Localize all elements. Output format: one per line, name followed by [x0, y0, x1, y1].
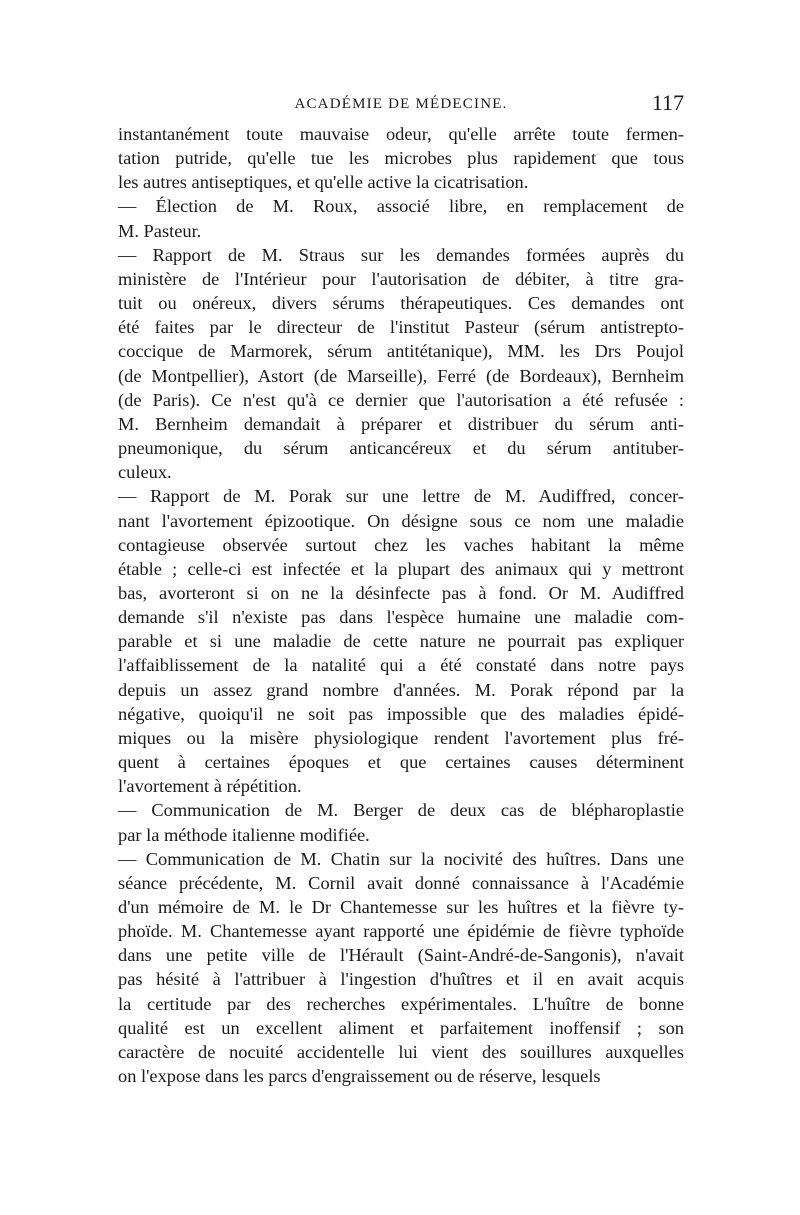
text-line: par la méthode italienne modifiée.: [118, 824, 370, 845]
text-line: parable et si une maladie de cette nature ne pourrait pas expliquer: [118, 631, 684, 652]
text-line: — Rapport de M. Straus sur les demandes formées auprès du: [118, 244, 684, 265]
text-line: été faites par le directeur de l'institut Pasteur (sérum antistrepto-: [118, 317, 684, 338]
text-line: — Élection de M. Roux, associé libre, en remplacement de: [118, 196, 684, 217]
text-line: — Rapport de M. Porak sur une lettre de M. Audiffred, concer-: [118, 486, 684, 507]
text-line: contagieuse observée surtout chez les vaches habitant la même: [118, 534, 684, 555]
text-line: nant l'avortement épizootique. On désigne sous ce nom une maladie: [118, 510, 684, 531]
text-line: dans une petite ville de l'Hérault (Saint-André-de-Sangonis), n'avait: [118, 945, 684, 966]
text-line: l'affaiblissement de la natalité qui a été constaté dans notre pays: [118, 655, 684, 676]
text-line: M. Bernheim demandait à préparer et distribuer du sérum anti-: [118, 413, 684, 434]
text-line: on l'expose dans les parcs d'engraissement ou de réserve, lesquels: [118, 1066, 601, 1087]
text-line: — Communication de M. Chatin sur la nocivité des huîtres. Dans une: [118, 848, 684, 869]
text-line: négative, quoiqu'il ne soit pas impossible que des maladies épidé-: [118, 703, 684, 724]
text-line: instantanément toute mauvaise odeur, qu'elle arrête toute fermen-: [118, 124, 684, 144]
book-page: [118, 88, 684, 1088]
text-line: culeux.: [118, 462, 172, 483]
text-line: (de Montpellier), Astort (de Marseille), Ferré (de Bordeaux), Bernheim: [118, 365, 684, 386]
running-head: [118, 88, 684, 122]
paragraph-p4: [118, 484, 684, 798]
text-line: séance précédente, M. Cornil avait donné connaissance à l'Académie: [118, 872, 684, 893]
text-line: pas hésité à l'attribuer à l'ingestion d'huîtres et il en avait acquis: [118, 969, 684, 990]
paragraph-p5: [118, 798, 684, 846]
text-line: d'un mémoire de M. le Dr Chantemesse sur les huîtres et la fièvre ty-: [118, 897, 684, 917]
paragraph-p2: [118, 194, 684, 242]
text-line: (de Paris). Ce n'est qu'à ce dernier que l'autorisation a été refusée :: [118, 389, 684, 410]
text-line: étable ; celle-ci est infectée et la plupart des animaux qui y mettront: [118, 558, 684, 579]
text-line: miques ou la misère physiologique rendent l'avortement plus fré-: [118, 727, 684, 748]
text-line: coccique de Marmorek, sérum antitétanique), MM. les Drs Poujol: [118, 341, 684, 362]
text-line: depuis un assez grand nombre d'années. M. Porak répond par la: [118, 679, 684, 700]
text-line: caractère de nocuité accidentelle lui vient des souillures auxquelles: [118, 1041, 684, 1062]
text-line: les autres antiseptiques, et qu'elle active la cicatrisation.: [118, 172, 529, 193]
paragraph-p6: [118, 847, 684, 1089]
text-line: phoïde. M. Chantemesse ayant rapporté une épidémie de fièvre typhoïde: [118, 921, 684, 942]
text-line: quent à certaines époques et que certaines causes déterminent: [118, 752, 684, 773]
text-line: — Communication de M. Berger de deux cas de blépharoplastie: [118, 800, 684, 821]
text-line: bas, avorteront si on ne la désinfecte pas à fond. Or M. Audiffred: [118, 582, 684, 603]
body-text: [118, 122, 684, 1088]
text-line: tuit ou onéreux, divers sérums thérapeutiques. Ces demandes ont: [118, 293, 684, 314]
paragraph-p1: [118, 122, 684, 194]
text-line: la certitude par des recherches expérimentales. L'huître de bonne: [118, 993, 684, 1014]
text-line: pneumonique, du sérum anticancéreux et du sérum antituber-: [118, 438, 684, 459]
paragraph-p3: [118, 243, 684, 485]
text-line: demande s'il n'existe pas dans l'espèce humaine une maladie com-: [118, 607, 684, 628]
text-line: ministère de l'Intérieur pour l'autorisation de débiter, à titre gra-: [118, 268, 684, 289]
header-title: ACADÉMIE DE MÉDECINE.: [294, 96, 508, 112]
text-line: M. Pasteur.: [118, 220, 202, 241]
text-line: l'avortement à répétition.: [118, 776, 302, 797]
text-line: qualité est un excellent aliment et parfaitement inoffensif ; son: [118, 1017, 684, 1038]
page-number: 117: [651, 90, 684, 115]
text-line: tation putride, qu'elle tue les microbes plus rapidement que tous: [118, 148, 684, 169]
